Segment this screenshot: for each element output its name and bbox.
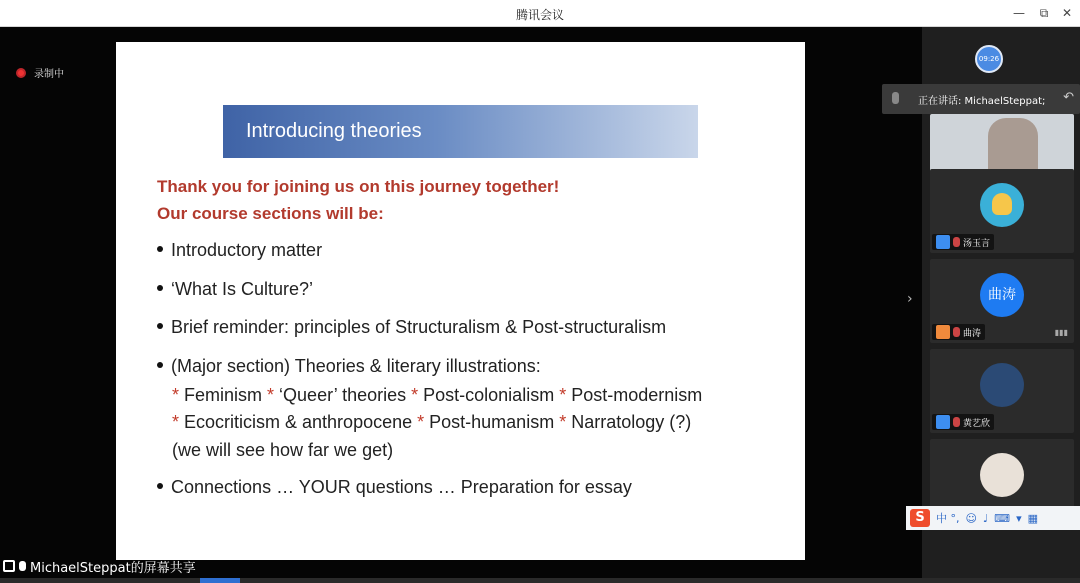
ime-mode[interactable]: 中 °, <box>936 512 960 525</box>
recording-indicator[interactable] <box>16 65 64 80</box>
star-marker: * <box>417 412 425 432</box>
emoji-icon[interactable]: ☺ <box>965 511 977 525</box>
star-marker: * <box>559 412 567 432</box>
sub-item: Narratology (?) <box>566 412 692 432</box>
sub-item: Ecocriticism & anthropocene <box>179 412 418 432</box>
participant-name: 汤玉言 <box>963 238 991 249</box>
shared-screen-area <box>0 27 922 583</box>
active-speaker-label: 正在讲话: MichaelSteppat; <box>918 95 1046 107</box>
bullet-text: Brief reminder: principles of Structuralism & Post-structuralism <box>171 317 667 337</box>
participant-name: 曲涛 <box>963 328 982 339</box>
slide-title: Introducing theories <box>246 120 422 142</box>
bullet-icon <box>157 323 163 329</box>
avatar <box>980 363 1024 407</box>
shirt-icon[interactable]: ▾ <box>1016 511 1022 525</box>
slide-title-banner <box>223 105 698 158</box>
intro-line-2: Our course sections will be: <box>157 204 384 223</box>
star-marker: * <box>411 385 419 405</box>
sub-items-line-1 <box>172 385 702 406</box>
bullet-item <box>157 356 541 377</box>
bullet-icon <box>157 362 163 368</box>
screen-share-label: MichaelSteppat的屏幕共享 <box>30 560 196 576</box>
recording-label: 录制中 <box>34 69 64 80</box>
taskbar-active-item[interactable] <box>200 578 240 583</box>
sub-item: Post-humanism <box>424 412 560 432</box>
bullet-text: Introductory matter <box>171 240 323 260</box>
sub-item: Post-modernism <box>566 385 703 405</box>
taskbar <box>0 578 1080 583</box>
star-marker: * <box>172 412 180 432</box>
sub-item: Post-colonialism <box>418 385 560 405</box>
presentation-slide <box>116 42 805 560</box>
star-marker: * <box>559 385 567 405</box>
bullet-icon <box>157 285 163 291</box>
screen-share-indicator <box>0 556 196 576</box>
intro-line-1: Thank you for joining us on this journey together! <box>157 177 560 196</box>
active-speaker-banner <box>882 84 1080 114</box>
signal-icon: ▮▮▮ <box>1054 328 1068 337</box>
title-bar <box>0 0 1080 27</box>
user-icon <box>936 325 950 339</box>
bullet-text: ‘What Is Culture?’ <box>171 279 314 299</box>
star-marker: * <box>172 385 180 405</box>
microphone-icon <box>19 561 26 571</box>
sub-item: ‘Queer’ theories <box>274 385 412 405</box>
user-icon <box>936 235 950 249</box>
bullet-icon <box>157 246 163 252</box>
bullet-item <box>157 279 313 300</box>
participant-tile[interactable] <box>930 439 1074 509</box>
microphone-muted-icon <box>953 327 960 337</box>
screen-icon <box>3 560 15 572</box>
bullet-icon <box>157 483 163 489</box>
bullet-item <box>157 240 322 261</box>
participant-namebar <box>932 414 994 430</box>
participant-namebar <box>932 324 985 340</box>
avatar <box>980 453 1024 497</box>
window-title: 腾讯会议 <box>515 8 564 22</box>
bullet-item <box>157 477 632 498</box>
maximize-button[interactable]: ⧉ <box>1039 6 1049 20</box>
avatar: 曲涛 <box>980 273 1024 317</box>
user-icon <box>936 415 950 429</box>
record-icon <box>16 68 26 78</box>
bullet-item <box>157 317 666 338</box>
microphone-icon[interactable]: ♩ <box>982 511 989 525</box>
microphone-muted-icon <box>953 417 960 427</box>
sub-items-line-3: (we will see how far we get) <box>172 440 394 460</box>
time-bubble[interactable]: 09:26 <box>975 45 1003 73</box>
avatar <box>980 183 1024 227</box>
ime-toolbar[interactable] <box>906 506 1080 530</box>
participant-tile[interactable] <box>930 169 1074 253</box>
minimize-button[interactable]: — <box>1013 6 1025 20</box>
bullet-text: Connections … YOUR questions … Preparation for essay <box>171 477 632 497</box>
participant-tile[interactable] <box>930 259 1074 343</box>
star-marker: * <box>267 385 275 405</box>
bullet-text: (Major section) Theories & literary illustrations: <box>171 356 541 376</box>
participant-tile[interactable] <box>930 349 1074 433</box>
microphone-icon <box>892 92 899 104</box>
participant-namebar <box>932 234 994 250</box>
sub-items-line-2 <box>172 412 691 433</box>
sub-item: Feminism <box>179 385 268 405</box>
participant-name: 黄艺欣 <box>963 418 991 429</box>
close-button[interactable]: ✕ <box>1061 6 1073 20</box>
chevron-right-icon[interactable]: › <box>907 291 913 307</box>
ime-logo[interactable]: S <box>910 509 930 527</box>
reply-icon[interactable]: ↶ <box>1063 90 1074 105</box>
microphone-muted-icon <box>953 237 960 247</box>
bell-icon <box>992 193 1012 215</box>
grid-icon[interactable]: ▦ <box>1027 511 1038 525</box>
keyboard-icon[interactable]: ⌨ <box>994 511 1011 525</box>
